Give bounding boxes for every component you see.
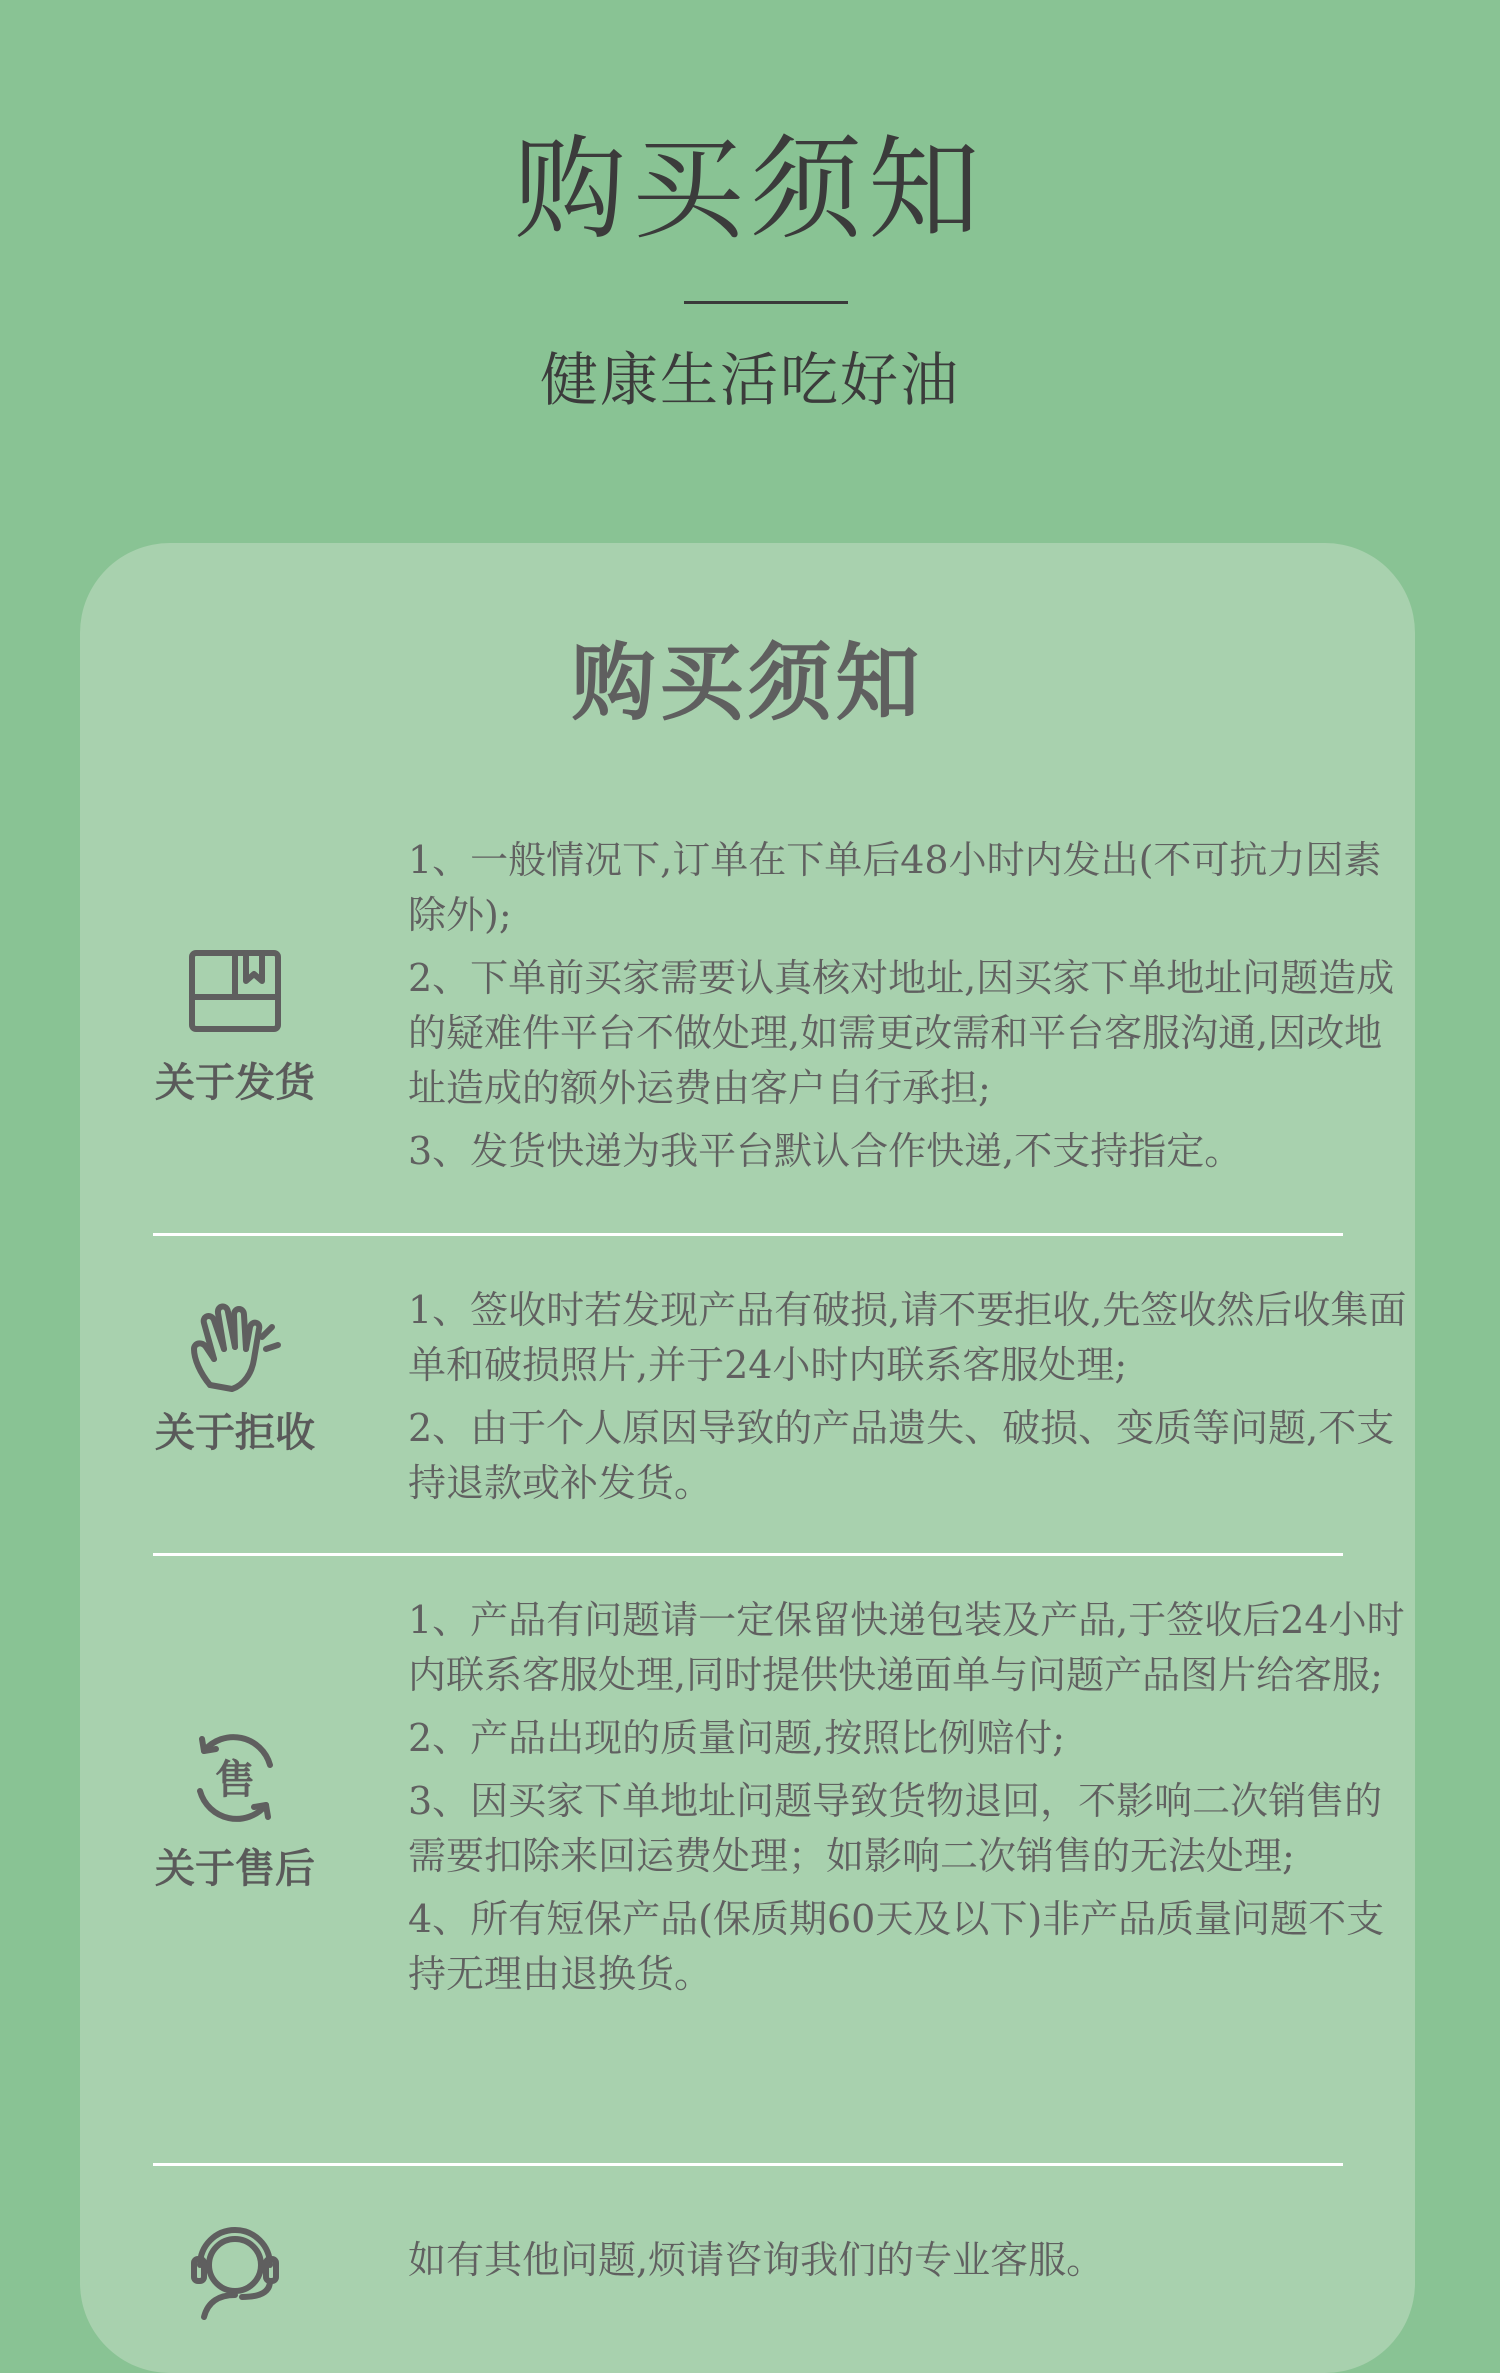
shipping-item-1: 1、一般情况下,订单在下单后48小时内发出(不可抗力因素除外);: [408, 838, 1382, 937]
after-sale-icon: [180, 1723, 290, 1833]
customer-service-icon: [180, 2213, 290, 2323]
after-sale-item-1: 1、产品有问题请一定保留快递包装及产品,于签收后24小时内联系客服处理,同时提供快递面单与问题产品图片给客服;: [408, 1598, 1405, 1697]
after-sale-item-2: 2、产品出现的质量问题,按照比例赔付;: [408, 1716, 1066, 1760]
card-title: 购买须知: [571, 634, 924, 732]
section-label-shipping: 关于发货: [155, 1060, 315, 1106]
section-label-rejection: 关于拒收: [155, 1410, 315, 1456]
section-text-rejection: [408, 1283, 1408, 1519]
section-text-after-sale: [408, 1593, 1408, 2010]
section-divider: [153, 1553, 1343, 1556]
section-divider: [153, 1233, 1343, 1236]
book-icon: [180, 941, 290, 1051]
after-sale-item-4: 4、所有短保产品(保质期60天及以下)非产品质量问题不支持无理由退换货。: [408, 1897, 1385, 1996]
after-sale-item-3: 3、因买家下单地址问题导致货物退回，不影响二次销售的需要扣除来回运费处理；如影响二次销售的无法处理;: [408, 1779, 1383, 1878]
page-title: 购买须知: [514, 125, 986, 255]
section-text-customer-service: [408, 2233, 1408, 2296]
section-text-shipping: [408, 833, 1408, 1187]
svg-text:售: 售: [215, 1757, 255, 1803]
page-subtitle: 健康生活吃好油: [539, 346, 960, 414]
section-divider: [153, 2163, 1343, 2166]
customer-service-item-1: 如有其他问题,烦请咨询我们的专业客服。: [408, 2238, 1105, 2282]
hand-icon: [180, 1293, 290, 1403]
shipping-item-2: 2、下单前买家需要认真核对地址,因买家下单地址问题造成的疑难件平台不做处理,如需更改需和平台客服沟通,因改地址造成的额外运费由客户自行承担;: [408, 956, 1395, 1110]
title-divider: [684, 301, 848, 304]
rejection-item-2: 2、由于个人原因导致的产品遗失、破损、变质等问题,不支持退款或补发货。: [408, 1406, 1395, 1505]
section-label-after-sale: 关于售后: [155, 1846, 315, 1892]
notice-card: [80, 543, 1415, 2373]
shipping-item-3: 3、发货快递为我平台默认合作快递,不支持指定。: [408, 1129, 1243, 1173]
rejection-item-1: 1、签收时若发现产品有破损,请不要拒收,先签收然后收集面单和破损照片,并于24小时内联系客服处理;: [408, 1288, 1407, 1387]
